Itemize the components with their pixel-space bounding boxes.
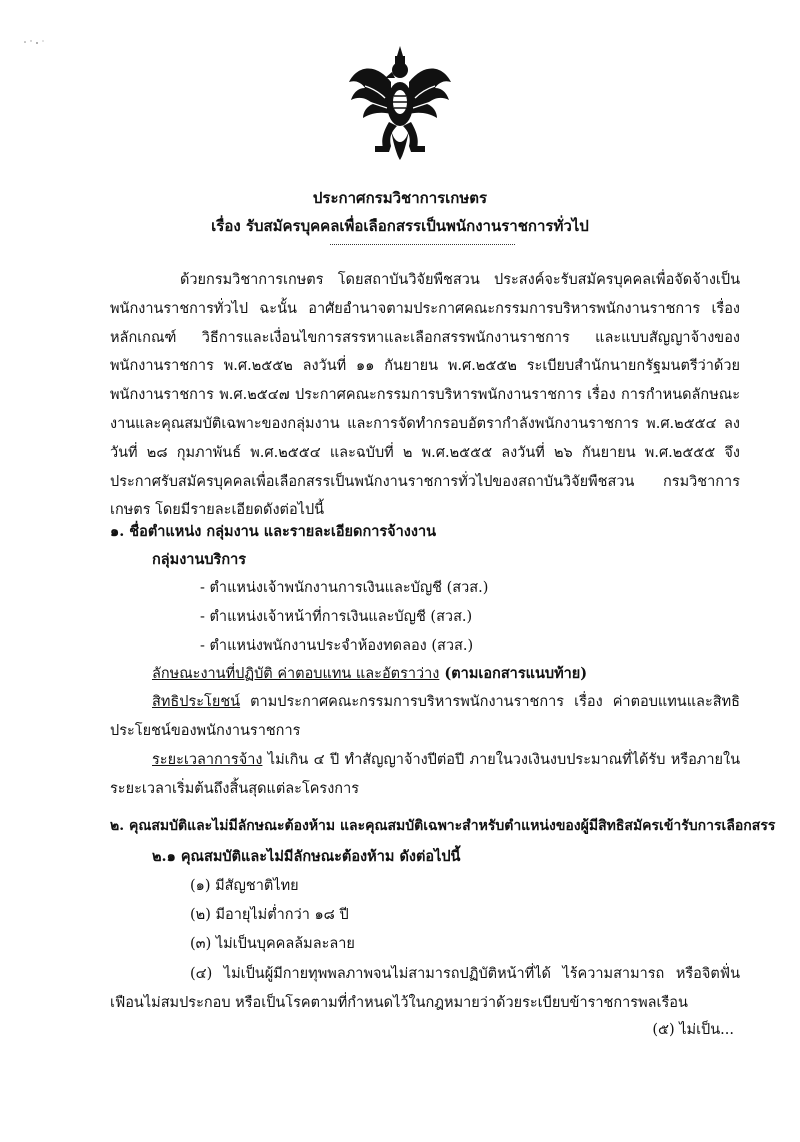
qualification-item: (๓) ไม่เป็นบุคคลล้มละลาย [190,936,355,952]
duty-line [152,662,587,685]
benefit-text: ตามประกาศคณะกรรมการบริหารพนักงานราชการ เรื่อง ค่าตอบแทนและสิทธิประโยชน์ของพนักงานราชการ [110,694,740,739]
section1-group: กลุ่มงานบริการ [152,551,247,568]
intro-paragraph: ด้วยกรมวิชาการเกษตร โดยสถาบันวิจัยพืชสวน ประสงค์จะรับสมัครบุคคลเพื่อจัดจ้างเป็นพนักงานราชการทั่วไป ฉะนั้น อาศัยอำนาจตามประกาศคณะกรรมการบริหารพนักงานราชการ เรื่อง หลักเกณฑ์ วิธีการและเงื่อนไขการสรรหาและเลือกสรรพนักงานราชการ และแบบสัญญาจ้างของพนักงานราชการ พ.ศ.๒๕๕๒ ลงวันที่ ๑๑ กันยายน พ.ศ.๒๕๕๒ ระเบียบสำนักนายกรัฐมนตรีว่าด้วยพนักงานราชการ พ.ศ.๒๕๔๗ ประกาศคณะกรรมการบริหารพนักงานราชการ เรื่อง การกำหนดลักษณะงานและคุณสมบัติเฉพาะของกลุ่มงาน และการจัดทำกรอบอัตรากำลังพนักงานราชการ พ.ศ.๒๕๕๔ ลงวันที่ ๒๘ กุมภาพันธ์ พ.ศ.๒๕๕๔ และฉบับที่ ๒ พ.ศ.๒๕๕๕ ลงวันที่ ๒๖ กันยายน พ.ศ.๒๕๕๕ จึงประกาศรับสมัครบุคคลเพื่อเลือกสรรเป็นพนักงานราชการทั่วไปของสถาบันวิจัยพืชสวน กรมวิชาการเกษตร โดยมีรายละเอียดดังต่อไปนี้ [110,272,740,519]
position-item: - ตำแหน่งเจ้าพนักงานการเงินและบัญชี (สวส.) [200,580,489,596]
period-text: ไม่เกิน ๔ ปี ทำสัญญาจ้างปีต่อปี ภายในวงเงินงบประมาณที่ได้รับ หรือภายในระยะเวลาเริ่มต้นถึงสิ้นสุดแต่ละโครงการ [110,752,740,797]
continuation-note: (๕) ไม่เป็น... [652,1022,734,1038]
duty-note: (ตามเอกสารแนบท้าย) [439,665,588,682]
garuda-emblem-icon [345,42,455,162]
duty-label: ลักษณะงานที่ปฏิบัติ ค่าตอบแทน และอัตราว่าง [152,666,440,682]
position-item: - ตำแหน่งเจ้าหน้าที่การเงินและบัญชี (สวส.) [200,609,473,625]
section2-subheading: ๒.๑ คุณสมบัติและไม่มีลักษณะต้องห้าม ดังต่อไปนี้ [152,848,461,865]
qualification-item: (๒) มีอายุไม่ต่ำกว่า ๑๘ ปี [190,907,349,923]
benefit-label: สิทธิประโยชน์ [152,694,241,710]
announcement-subject: เรื่อง รับสมัครบุคคลเพื่อเลือกสรรเป็นพนักงานราชการทั่วไป [211,217,589,235]
announcement-title: ประกาศกรมวิชาการเกษตร [312,189,488,207]
qualification-item-4: (๔) ไม่เป็นผู้มีกายทุพพลภาพจนไม่สามารถปฏิบัติหน้าที่ได้ ไร้ความสามารถ หรือจิตฟั่นเฟือนไม่สมประกอบ หรือเป็นโรคตามที่กำหนดไว้ในกฎหมายว่าด้วยระเบียบข้าราชการพลเรือน [110,966,740,1011]
title-divider [330,244,515,245]
period-label: ระยะเวลาการจ้าง [152,752,263,768]
position-item: - ตำแหน่งพนักงานประจำห้องทดลอง (สวส.) [200,638,474,654]
qualification-item: (๑) มีสัญชาติไทย [190,878,299,894]
period-paragraph [110,746,740,804]
section1-heading: ๑. ชื่อตำแหน่ง กลุ่มงาน และรายละเอียดการจ้างงาน [110,523,437,540]
section2-heading: ๒. คุณสมบัติและไม่มีลักษณะต้องห้าม และคุณสมบัติเฉพาะสำหรับตำแหน่งของผู้มีสิทธิสมัครเข้ารับการเลือกสรร [110,818,776,834]
benefit-paragraph [110,688,740,746]
scan-speck [22,38,46,46]
